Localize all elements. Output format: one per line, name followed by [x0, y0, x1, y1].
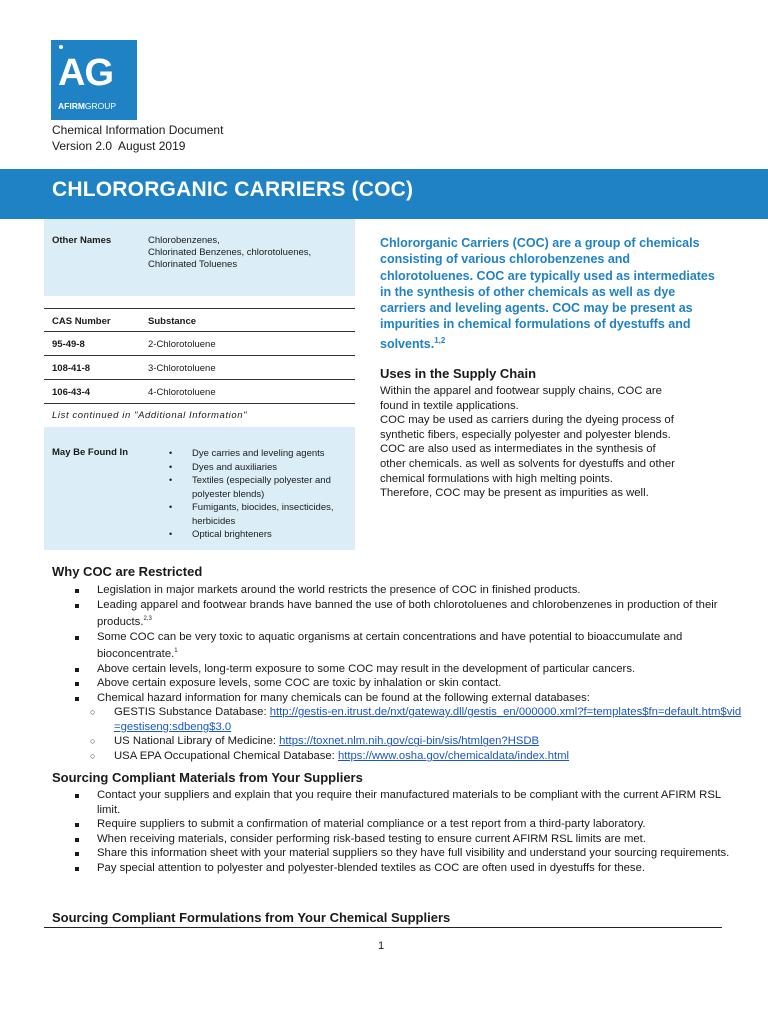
list-item: Pay special attention to polyester and polyester-blended textiles as COC are often used in dyestuffs for these.: [52, 861, 742, 876]
sourcing-formulations-heading: Sourcing Compliant Formulations from Your Chemical Suppliers: [52, 910, 451, 925]
database-item-epa: ○ USA EPA Occupational Chemical Database: https://www.osha.gov/chemicaldata/index.html: [97, 749, 742, 764]
list-item: • Textiles (especially polyester and polyester blends): [169, 474, 354, 501]
intro-paragraph: Chlororganic Carriers (COC) are a group of chemicals consisting of various chlorobenzenes and chlorotoluenes. COC are typically used as intermediates in the synthesis of other chemicals as well as dye carriers and leveling agents. COC may be present as impurities in chemical formulations of dyestuffs and solvents.$^{1,2}$: [380, 236, 715, 351]
list-item: Above certain levels, long-term exposure to some COC may result in the development of particular cancers.: [52, 662, 742, 677]
page-number: 1: [378, 940, 385, 952]
database-item-gestis: ○ GESTIS Substance Database: http://gestis-en.itrust.de/nxt/gateway.dll/gestis_en/000000.xml?f=templates$fn=default.htm$vid=gestiseng:sdbeng$3.0: [97, 705, 742, 734]
table-header-row: CAS Number Substance: [44, 308, 355, 332]
list-item: Some COC can be very toxic to aquatic organisms at certain concentrations and have potential to bioaccumulate and bioconcentrate.$^1$: [52, 630, 742, 662]
list-item: Above certain exposure levels, some COC are toxic by inhalation or skin contact.: [52, 676, 742, 691]
list-item: Legislation in major markets around the world restricts the presence of COC in finished products.: [52, 583, 742, 598]
gestis-link[interactable]: http://gestis-en.itrust.de/nxt/gateway.dll/gestis_en/000000.xml?f=templates$fn=default.htm$vid=gestiseng:sdbeng$3.0: [114, 706, 742, 733]
other-names-values: Chlorobenzenes, Chlorinated Benzenes, chlorotoluenes, Chlorinated Toluenes: [148, 235, 312, 270]
database-list: [97, 705, 742, 763]
other-names-box: [44, 219, 355, 296]
page-title: CHLORORGANIC CARRIERS (COC): [52, 178, 414, 201]
list-item: • Optical brighteners: [169, 528, 354, 542]
divider: [44, 927, 722, 928]
uses-paragraph: Within the apparel and footwear supply chains, COC are found in textile applications. COC may be used as carriers during the dyeing process of synthetic fibers, especially polyester and polyester blends. COC are also used as intermediates in the synthesis of other chemicals. as well as solvents for dyestuffs and other chemical formulations with high melting points. Therefore, COC may be present as impurities as well.: [380, 385, 675, 500]
list-item: • Dyes and auxiliaries: [169, 461, 354, 475]
title-banner: [0, 169, 768, 219]
logo-group-name: AFIRMGROUP: [58, 101, 117, 111]
list-item: Contact your suppliers and explain that you require their manufactured materials to be compliant with the current AFIRM RSL limit.: [52, 788, 742, 817]
found-in-list: [169, 447, 354, 542]
sourcing-materials-heading: Sourcing Compliant Materials from Your Suppliers: [52, 770, 363, 785]
uses-heading: Uses in the Supply Chain: [380, 366, 537, 381]
why-restricted-list: [52, 583, 742, 764]
list-item: • Fumigants, biocides, insecticides, herbicides: [169, 501, 354, 528]
sourcing-materials-list: [52, 788, 742, 876]
list-item: • Dye carries and leveling agents: [169, 447, 354, 461]
nlm-link[interactable]: https://toxnet.nlm.nih.gov/cgi-bin/sis/htmlgen?HSDB: [279, 735, 540, 748]
list-item: When receiving materials, consider performing risk-based testing to ensure current AFIRM RSL limits are met.: [52, 832, 742, 847]
found-in-box: [44, 427, 355, 550]
afirm-logo: [51, 40, 137, 120]
list-item: Share this information sheet with your material suppliers so they have full visibility and understand your sourcing requirements.: [52, 846, 742, 861]
document-type: Chemical Information Document: [52, 123, 224, 137]
list-item: Require suppliers to submit a confirmation of material compliance or a test report from a third-party laboratory.: [52, 817, 742, 832]
logo-dot-icon: [59, 45, 63, 49]
epa-link[interactable]: https://www.osha.gov/chemicaldata/index.html: [337, 750, 570, 763]
table-row: 108-41-8 3-Chlorotoluene: [44, 356, 355, 380]
table-row: 95-49-8 2-Chlorotoluene: [44, 332, 355, 356]
cas-table: [44, 308, 355, 404]
other-names-label: Other Names: [52, 235, 112, 246]
database-item-nlm: ○ US National Library of Medicine: https://toxnet.nlm.nih.gov/cgi-bin/sis/htmlgen?HSDB: [97, 734, 742, 749]
found-in-label: May Be Found In: [52, 447, 128, 458]
document-version: Version 2.0 August 2019: [52, 139, 186, 153]
logo-mark: AG: [58, 52, 113, 94]
list-item: Chemical hazard information for many chemicals can be found at the following external databases: ○ GESTIS Substance Database: http://gestis-en.itrust.de/nxt/gateway.dll/gestis_en/000000.xml?f=templates$fn=default.htm$vid=gestiseng:sdbeng$3.0 ○ US National Library of Medicine: https://toxnet.nlm.nih.gov/cgi-bin/sis/htmlgen?HSDB ○ USA EPA Occupational Chemical Database: https://www.osha.gov/chemicaldata/index.html: [52, 691, 742, 764]
table-row: 106-43-4 4-Chlorotoluene: [44, 380, 355, 404]
why-restricted-heading: Why COC are Restricted: [52, 564, 203, 579]
list-item: Leading apparel and footwear brands have banned the use of both chlorotoluenes and chlorobenzenes in production of their products.$^{2,3}$: [52, 598, 742, 630]
list-continued-note: List continued in "Additional Information": [52, 410, 248, 421]
